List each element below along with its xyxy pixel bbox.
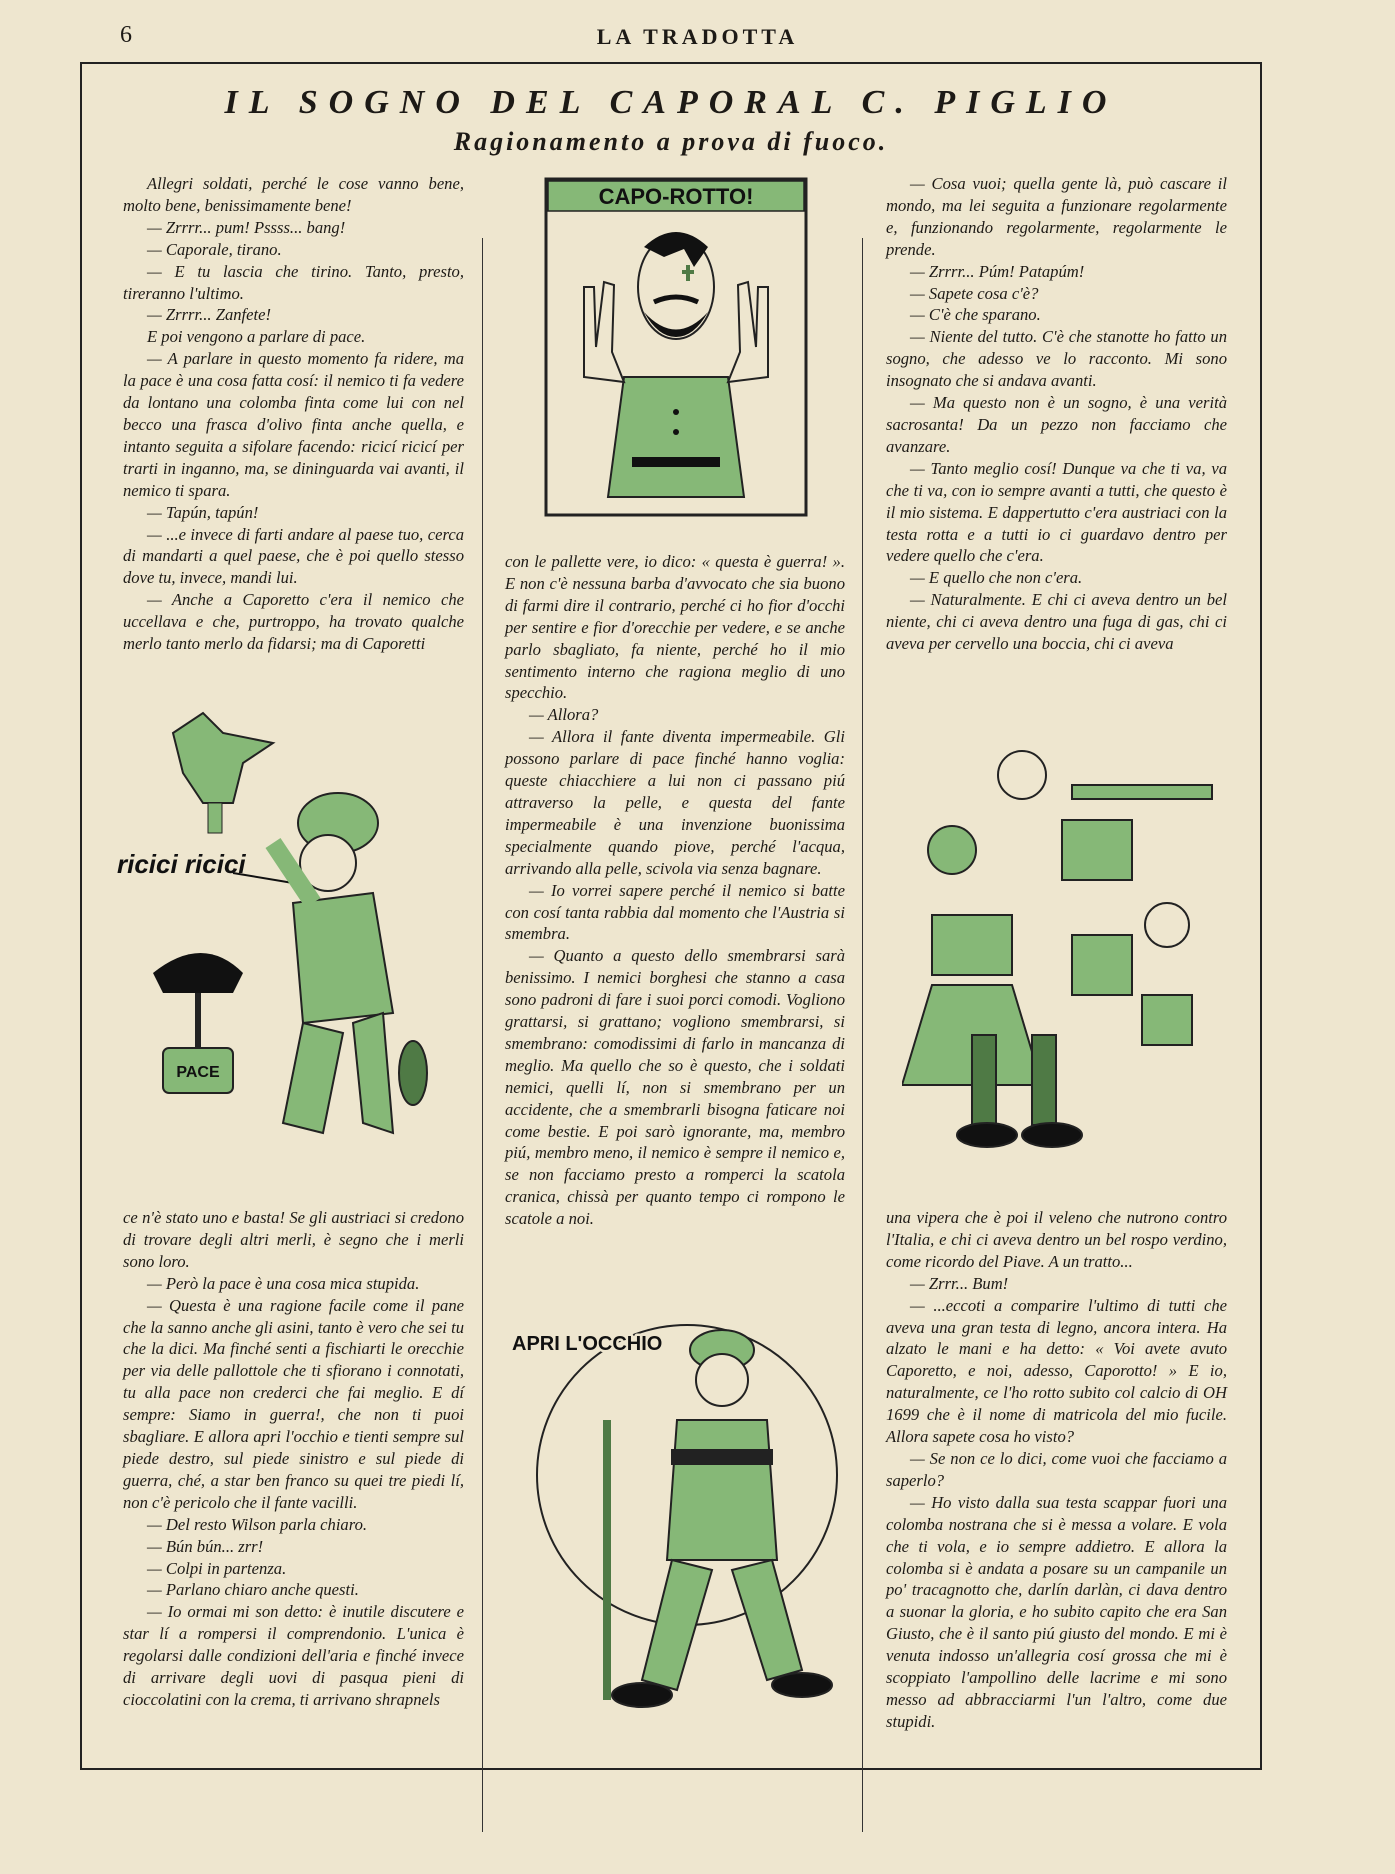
soldier-with-dove-illustration — [113, 693, 463, 1153]
paragraph: — Parlano chiaro anche questi. — [147, 1580, 359, 1600]
paragraph: — ...eccoti a comparire l'ultimo di tutti che aveva una gran testa di legno, ancora intera. Ha alzato le mani e ha detto: « Voi avete avuto Caporetto, e noi, adesso, Caporotto! » E io, naturalmente, ce l'ho rotto subito col calcio di OH 1699 che è il nome di matricola del mio fucile. Allora sapete cosa ho visto? — [886, 1295, 1227, 1447]
paragraph: Allegri soldati, perché le cose vanno bene, molto bene, benissimamente bene! — [123, 174, 464, 215]
column-divider — [862, 238, 863, 1832]
mechanical-dove-icon — [173, 713, 273, 833]
paragraph: — E tu lascia che tirino. Tanto, presto, tireranno l'ultimo. — [123, 261, 464, 303]
paragraph: — Cosa vuoi; quella gente là, può cascare il mondo, ma lei seguita a funzionare regolarmente e, funzionando regolarmente, regolarmente le prende. — [886, 174, 1227, 259]
paragraph: — Bún bún... zrr! — [147, 1536, 264, 1556]
emperor-figure-icon — [584, 232, 768, 497]
paragraph: — Se non ce lo dici, come vuoi che facciamo a saperlo? — [886, 1448, 1227, 1490]
paragraph: — Zrrrr... Zanfete! — [147, 305, 272, 325]
paragraph: — Colpi in partenza. — [147, 1558, 287, 1578]
capo-rotto-illustration — [544, 177, 808, 517]
paragraph: — Naturalmente. E chi ci aveva dentro un bel niente, chi ci aveva dentro una fuga di gas, chi ci aveva per cervello una boccia, chi ci aveva — [886, 590, 1227, 654]
paragraph: — Però la pace è una cosa mica stupida. — [147, 1273, 420, 1293]
column-divider — [482, 238, 483, 1832]
capo-rotto-banner: CAPO-ROTTO! — [598, 184, 754, 209]
column-left-top — [123, 173, 464, 655]
paragraph: — Tanto meglio cosí! Dunque va che ti va, va che ti va, con io sempre avanti a tutti, che questo è il mio sistema. E dappertutto c'era austriaci con la testa rotta e a tutti io ci guardavo dentro per vedere quello che c'era. — [886, 458, 1227, 566]
column-right-bottom — [886, 1207, 1227, 1733]
pace-label: PACE — [176, 1064, 220, 1081]
column-middle — [505, 551, 845, 1230]
paragraph: — Allora? — [529, 705, 599, 725]
paragraph: — Quanto a questo dello smembrarsi sarà benissimo. I nemici borghesi che stanno a casa sono padroni di fare i suoi porci comodi. Vogliono grattarsi, si grattano; vogliono smembrarsi, si smembrano: comodissimi di farlo in mancanza di meglio. Ma quello che so è questo, che i soldati nemici, quelli lí, non si smembrano per un accidente, che a smembrarli bisogna faticare noi come bestie. E poi sarò ignorante, ma, membro piú, membro meno, il nemico è sempre il nemico e, se non facciamo presto a romperci la scatola cranica, chissà per quanto tempo ci rompono le scatole a noi. — [505, 946, 845, 1229]
paragraph: — Del resto Wilson parla chiaro. — [147, 1514, 368, 1534]
paragraph: — Zrrrr... pum! Pssss... bang! — [147, 217, 346, 237]
paragraph: — Anche a Caporetto c'era il nemico che uccellava e che, purtroppo, ha trovato qualche merlo tanto merlo da fidarsi; ma di Caporetti — [123, 590, 464, 654]
paragraph: — ...e invece di farti andare al paese tuo, cerca di mandarti a quel paese, che è poi quello stesso dove tu, invece, mandi lui. — [123, 524, 464, 588]
soldier-figure-icon — [273, 793, 427, 1133]
masthead: LA TRADOTTA — [596, 24, 799, 49]
paragraph: — Caporale, tirano. — [147, 239, 282, 259]
article-subtitle: Ragionamento a prova di fuoco. — [453, 127, 889, 156]
paragraph: — Io ormai mi son detto: è inutile discutere e star lí a rompersi il comprendonio. L'unica è regolarsi dalle condizioni dell'aria e finché invece di arrivare degli uovi di pasqua pieni di cioccolatini con la crema, ti arrivano shrapnels — [123, 1602, 464, 1709]
paragraph: — C'è che sparano. — [910, 305, 1041, 325]
paragraph: — Allora il fante diventa impermeabile. Gli possono parlare di pace finché hanno voglia: queste chiacchiere a lui non ci passano piú attraverso la pelle, e questa del fante impermeabile è una invenzione buonissima specialmente quando piove, perché l'acqua, arrivando alla pelle, scivola via senza bagnare. — [505, 727, 845, 878]
paragraph: — E quello che non c'era. — [910, 568, 1083, 588]
paragraph: — Ma questo non è un sogno, è una verità sacrosanta! Da un pezzo non facciamo che avanzare. — [886, 393, 1227, 456]
dismembered-austrians-illustration — [902, 705, 1232, 1155]
paragraph: — Questa è una ragione facile come il pane che la sanno anche gli asini, tanto è vero che sei tu che la dici. Ma finché senti a fischiarti le orecchie per via delle pallottole che ti sfiorano i connotati, tu alla pace non crederci che fai meglio. E dí sempre: Siamo in guerra!, che non ti puoi sbagliare. E allora apri l'occhio e tienti sempre sul piede destro, sul piede sinistro e sul piede di guerra, ché, a star ben franco su quei tre piedi lí, non c'è pericolo che il fante vacilli. — [123, 1295, 464, 1512]
paragraph: — Sapete cosa c'è? — [910, 283, 1039, 303]
page-number: 6 — [120, 22, 132, 48]
apri-occhio-illustration — [512, 1290, 842, 1730]
paragraph: con le pallette vere, io dico: « questa è guerra! ». E non c'è nessuna barba d'avvocato che sia buono di farmi dire il contrario, perché ci ho fior d'occhi per sentire e fior d'orecchie per vedere, e se anche parlo sbagliato, fa niente, perché ho il mio sentimento interno che ragiona meglio di uno specchio. — [505, 552, 845, 703]
paragraph: — A parlare in questo momento fa ridere, ma la pace è una cosa fatta cosí: il nemico ti fa vedere da lontano una colomba finta come lui con nel becco una frasca d'olivo finta anche quella, e intanto seguita a sifolare facendo: ricicí ricicí per trarti in inganno, ma, se dininguarda vai avanti, il nemico ti spara. — [123, 349, 464, 500]
paragraph: — Tapún, tapún! — [147, 502, 259, 522]
apri-occhio-label: APRI L'OCCHIO — [512, 1333, 663, 1355]
article-title: IL SOGNO DEL CAPORAL C. PIGLIO — [224, 84, 1118, 121]
paragraph: — Zrrr... Bum! — [910, 1273, 1009, 1293]
soldier-winking-icon — [607, 1330, 832, 1707]
column-right-top — [886, 173, 1227, 655]
paragraph: ce n'è stato uno e basta! Se gli austriaci si credono di trovare degli altri merli, è segno che i merli sono loro. — [123, 1208, 464, 1271]
paragraph: E poi vengono a parlare di pace. — [147, 327, 366, 347]
paragraph: — Ho visto dalla sua testa scappar fuori una colomba nostrana che si è messa a volare. E vola che ti vola, e io sempre addietro. E allora la colomba si è andata a posare su un campanile un po' tracagnotto che, darlín darlàn, ci dava dentro a suonar la gloria, e ho subito capito che era San Giusto, che è il santo piú giusto del mondo. E mi è venuta indosso un'allegria cosí grossa che mi è scoppiato l'ampollino delle lacrime e mi sono messo ad abbracciarmi l'un l'altro, come due stupidi. — [886, 1492, 1227, 1731]
pace-drum-icon — [153, 953, 243, 1093]
ricici-label: ricici ricici — [117, 849, 246, 879]
paragraph: — Niente del tutto. C'è che stanotte ho fatto un sogno, che adesso ve lo racconto. Mi sono insognato che si andava avanti. — [886, 327, 1227, 391]
paragraph: una vipera che è poi il veleno che nutrono contro l'Italia, e chi ci aveva dentro un bel rospo verdino, come ricordo del Piave. A un tratto... — [886, 1208, 1227, 1271]
paragraph: — Io vorrei sapere perché il nemico si batte con cosí tanta rabbia dal momento che l'Austria si smembra. — [505, 880, 845, 944]
column-left-bottom — [123, 1207, 464, 1711]
paragraph: — Zrrrr... Púm! Patapúm! — [910, 261, 1085, 281]
